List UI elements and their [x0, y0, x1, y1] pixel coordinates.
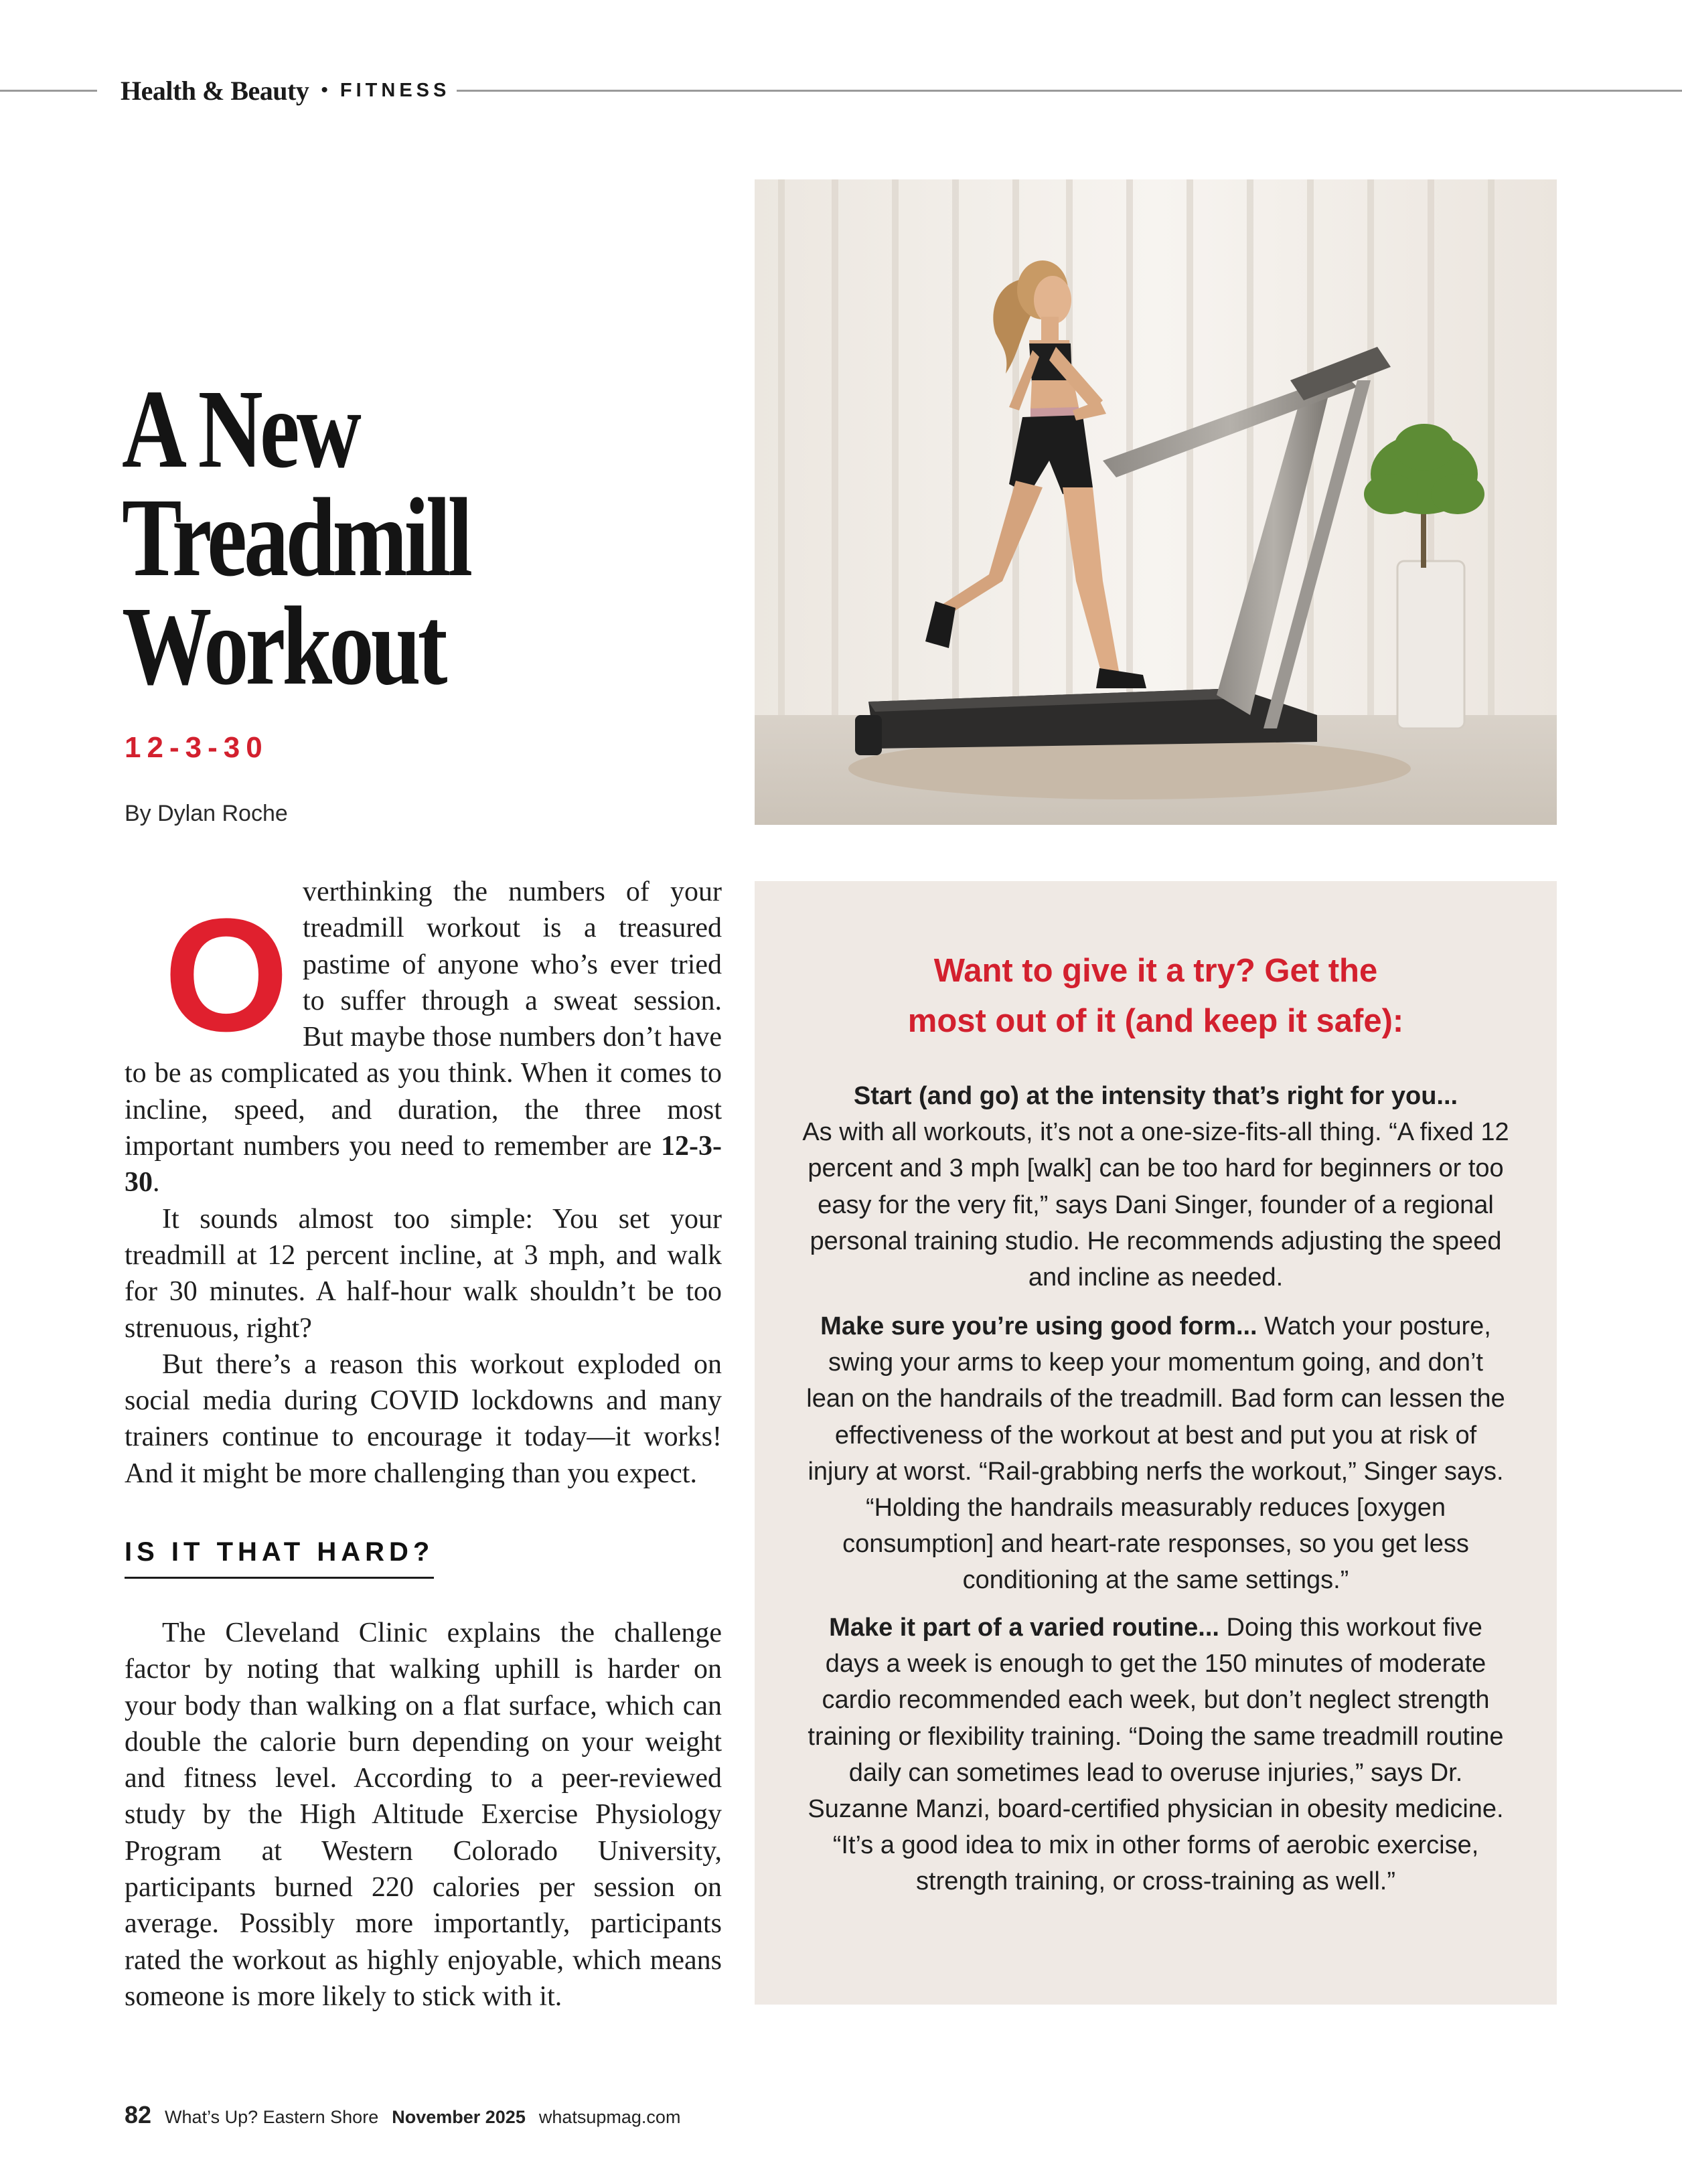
- title-line: A New: [122, 367, 359, 491]
- website: whatsupmag.com: [538, 2107, 681, 2127]
- tip-item: [801, 1610, 1510, 1900]
- section-name: Health & Beauty: [121, 75, 309, 106]
- tip-text: Watch your posture, swing your arms to keep your momentum going, and don’t lean on the handrails of the treadmill. Bad form can lessen the effectiveness of the workout at best and put you at risk of injury at worst. “Rail-grabbing nerfs the workout,” Singer says. “Holding the handrails measurably reduces [oxygen consumption] and heart-rate responses, so you get less conditioning at the same settings.”: [806, 1312, 1505, 1595]
- section-subhead: IS IT THAT HARD?: [125, 1537, 434, 1579]
- tip-lead: Make sure you’re using good form...: [820, 1312, 1257, 1340]
- intro-bold: 12-3-30: [125, 1131, 722, 1198]
- subsection-name: FITNESS: [339, 79, 451, 101]
- title-line: Workout: [122, 584, 445, 708]
- tip-lead: Start (and go) at the intensity that’s right for you...: [853, 1082, 1458, 1110]
- body-paragraph: But there’s a reason this workout exploded on social media during COVID lockdowns and many trainers continue to encourage it today—it works! And it might be more challenging than you expect.: [125, 1348, 722, 1489]
- title-line: Treadmill: [122, 475, 470, 600]
- body-paragraph: It sounds almost too simple: You set your treadmill at 12 percent incline, at 3 mph, and walk for 30 minutes. A half-hour walk shouldn’t be too strenuous, right?: [125, 1203, 722, 1344]
- issue-date: November 2025: [392, 2107, 526, 2127]
- header-rule-right: [457, 90, 1682, 92]
- tip-lead: Make it part of a varied routine...: [829, 1614, 1219, 1642]
- byline: By Dylan Roche: [125, 801, 288, 826]
- page-footer: [125, 2101, 680, 2129]
- tip-text: As with all workouts, it’s not a one-size-fits-all thing. “A fixed 12 percent and 3 mph [walk] can be too hard for beginners or too easy for the very fit,” says Dani Singer, founder of a regional personal training studio. He recommends adjusting the speed and incline as needed.: [802, 1118, 1509, 1292]
- treadmill-photo: [755, 179, 1557, 825]
- tips-sidebar: [755, 881, 1557, 2005]
- article-body: [125, 1615, 722, 2015]
- tip-text: Doing this workout five days a week is enough to get the 150 minutes of moderate cardio recommended each week, but don’t neglect strength training or flexibility training. “Doing the same treadmill routine daily can sometimes lead to overuse injuries,” says Dr. Suzanne Manzi, board-certified physician in obesity medicine. “It’s a good idea to mix in other forms of aerobic exercise, strength training, or cross-training as well.”: [808, 1614, 1504, 1896]
- sidebar-heading: [835, 946, 1476, 1046]
- article-subtitle: 12-3-30: [125, 731, 269, 764]
- publication-name: What’s Up? Eastern Shore: [165, 2107, 379, 2127]
- sidebar-heading-line: Want to give it a try? Get the: [933, 953, 1378, 989]
- header-rule-left: [0, 90, 97, 92]
- treadmill-illustration: [755, 179, 1557, 825]
- tip-item: [801, 1308, 1510, 1599]
- sidebar-heading-line: most out of it (and keep it safe):: [907, 1003, 1404, 1039]
- tip-item: [801, 1078, 1510, 1296]
- article-title: [122, 367, 529, 708]
- drop-cap: O: [163, 885, 289, 1065]
- section-separator: •: [321, 79, 328, 101]
- section-label: [121, 67, 450, 114]
- intro-text: verthinking the numbers of your treadmill workout is a treasured pastime of anyone who’s ever tried to suffer through a sweat session. But maybe those numbers don’t have to be as complicated as you think. When it comes to incline, speed, and duration, the three most important numbers you need to remember are: [125, 876, 722, 1162]
- article-intro: [125, 874, 722, 1492]
- body-paragraph: The Cleveland Clinic explains the challenge factor by noting that walking uphill is harder on your body than walking on a flat surface, which can double the calorie burn depending on your weight and fitness level. According to a peer-reviewed study by the High Altitude Exercise Physiology Program at Western Colorado University, participants burned 220 calories per session on average. Possibly more importantly, participants rated the workout as highly enjoyable, which means someone is more likely to stick with it.: [125, 1618, 722, 2012]
- page-number: 82: [125, 2101, 152, 2128]
- intro-paragraph: O verthinking the numbers of your treadmill workout is a treasured pastime of anyone who’s ever tried to suffer through a sweat session. But maybe those numbers don’t have to be as complicated as you think. When it comes to incline, speed, and duration, the three most important numbers you need to remember are 12-3-30.: [125, 876, 722, 1198]
